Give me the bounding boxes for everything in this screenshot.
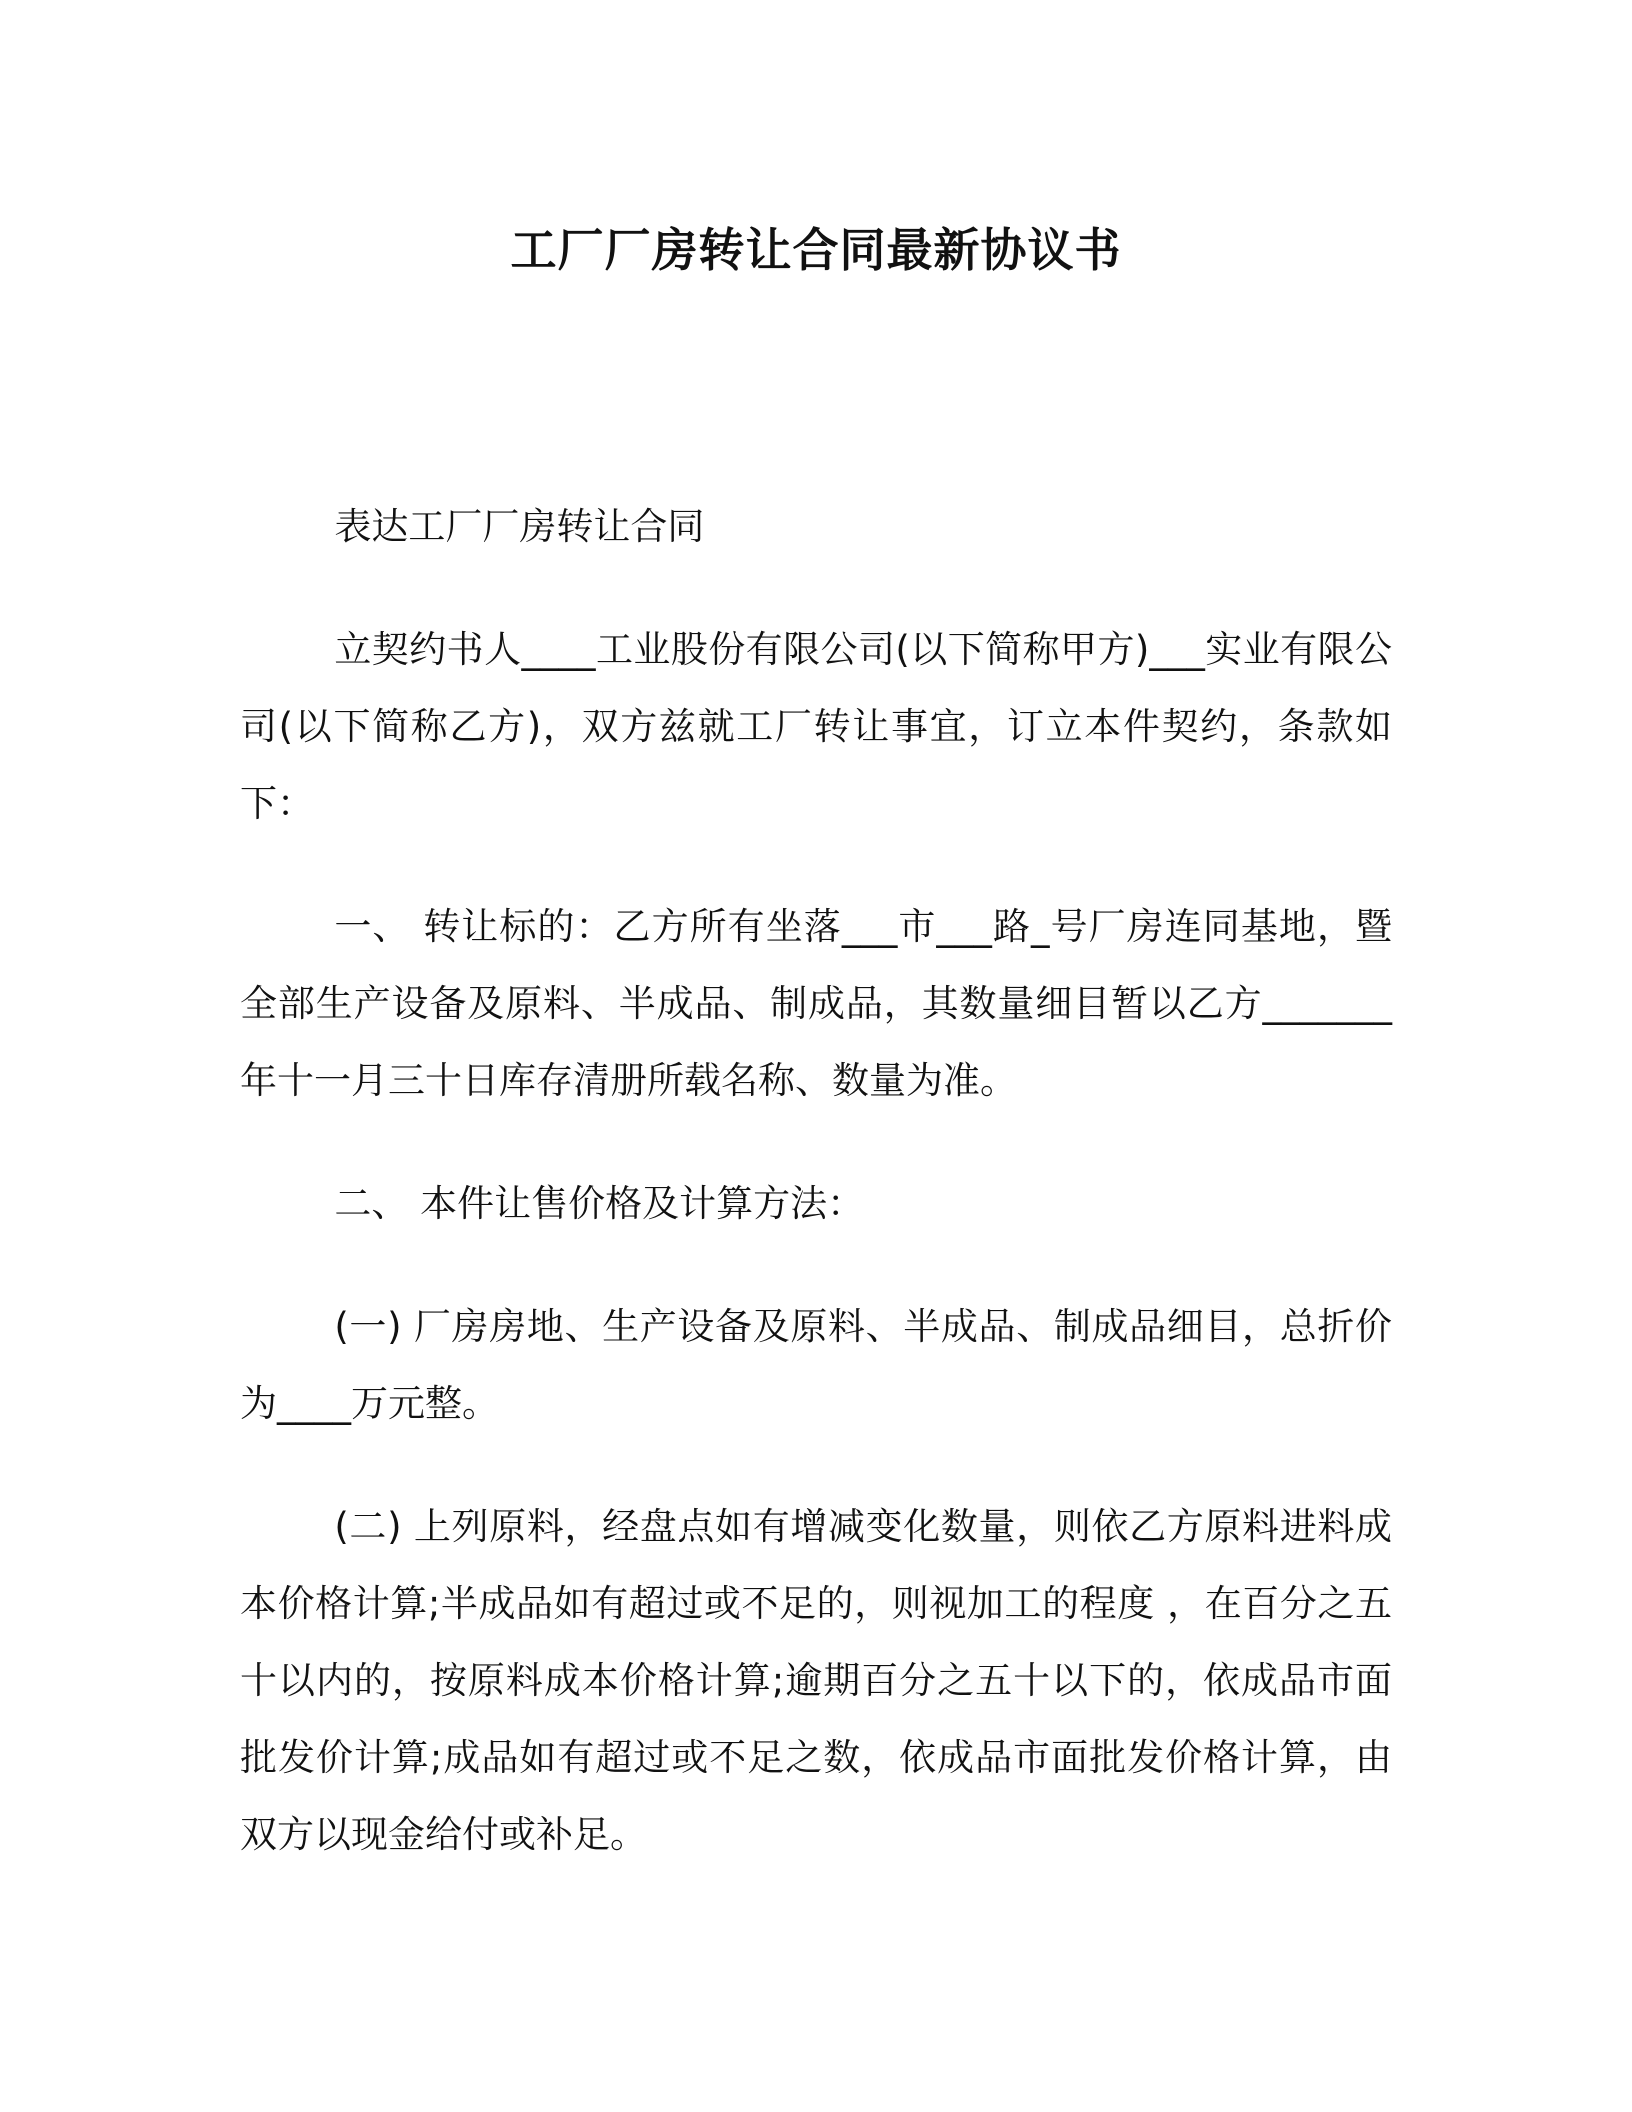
document-title: 工厂厂房转让合同最新协议书 xyxy=(510,223,1122,277)
document-body xyxy=(240,488,1392,1919)
paragraph-subtitle: 表达工厂厂房转让合同 xyxy=(334,505,705,548)
paragraph-clause-2: 二、 本件让售价格及计算方法： xyxy=(334,1182,865,1225)
paragraph-clause-1: 一、 转让标的：乙方所有坐落___市___路_号厂房连同基地，暨全部生产设备及原料、半成品、制成品，其数量细目暂以乙方_______年十一月三十日库存清册所载名称、数量为准。 xyxy=(240,905,1392,1102)
paragraph-clause-2-1: (一) 厂房房地、生产设备及原料、半成品、制成品细目，总折价为____万元整。 xyxy=(240,1305,1392,1425)
paragraph-clause-2-2: (二) 上列原料，经盘点如有增减变化数量，则依乙方原料进料成本价格计算;半成品如有超过或不足的，则视加工的程度 ，在百分之五十以内的，按原料成本价格计算;逾期百分之五十以下的，依成品市面批发价计算;成品如有超过或不足之数，依成品市面批发价格计算，由双方以现金给付或补足。 xyxy=(240,1505,1392,1856)
paragraph-parties: 立契约书人____工业股份有限公司(以下简称甲方)___实业有限公司(以下简称乙方)，双方兹就工厂转让事宜，订立本件契约，条款如下： xyxy=(240,628,1392,825)
